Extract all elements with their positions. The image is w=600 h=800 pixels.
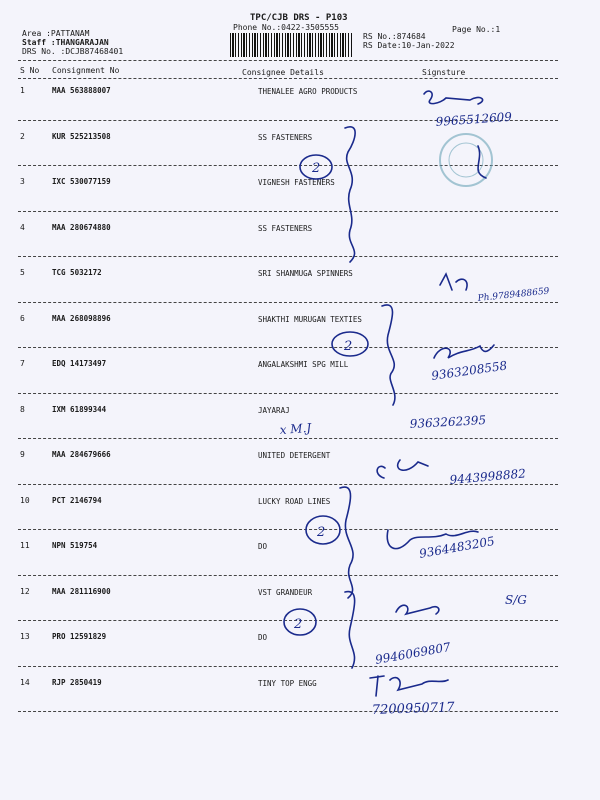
row-consignment-no: MAA 280674880 (52, 222, 111, 232)
bracket-stroke (345, 592, 355, 668)
row-consignee: SHAKTHI MURUGAN TEXTIES (258, 314, 362, 324)
row-consignment-no: PRO 12591829 (52, 632, 107, 641)
row-consignment-no: MAA 281116900 (52, 586, 111, 596)
row-consignee: UNITED DETERGENT (258, 451, 331, 460)
phone-note: 9443998882 (449, 466, 527, 487)
row-sno: 3 (20, 177, 25, 186)
phone-number: Phone No.:0422-3505555 (233, 23, 339, 32)
row-sno: 6 (20, 313, 25, 323)
row-divider (18, 620, 558, 621)
row-sno: 14 (20, 677, 30, 687)
row-sno: 5 (20, 268, 25, 277)
rubber-stamp-inner (449, 143, 483, 177)
row-consignment-no: IXC 530077159 (52, 177, 111, 186)
row-divider (18, 711, 558, 712)
barcode (230, 33, 353, 57)
row-sno: 8 (20, 404, 25, 414)
row-consignment-no: TCG 5032172 (52, 268, 102, 277)
signature-stroke (440, 274, 467, 290)
row-consignee: ANGALAKSHMI SPG MILL (258, 360, 349, 369)
circled-number-mark (284, 609, 316, 635)
row-sno: 4 (20, 222, 25, 232)
row-consignment-no: EDQ 14173497 (52, 359, 107, 368)
phone-note: 9363262395 (409, 413, 487, 431)
document-title: TPC/CJB DRS - P103 (250, 13, 348, 23)
row-consignee: DO (258, 542, 268, 551)
col-header-sno: S No (20, 66, 40, 75)
row-sno: 10 (20, 495, 30, 505)
row-divider (18, 211, 558, 212)
bracket-stroke (345, 127, 355, 262)
circled-number: 2 (294, 617, 303, 632)
signature-stroke (370, 676, 448, 696)
col-header-consignment: Consignment No (52, 66, 120, 75)
row-sno: 13 (20, 632, 30, 641)
row-consignment-no: IXM 61899344 (52, 404, 107, 414)
row-sno: 1 (20, 86, 25, 95)
row-consignment-no: MAA 284679666 (52, 450, 111, 459)
phone-note: Ph.9789488659 (477, 286, 550, 304)
row-consignee: VST GRANDEUR (258, 587, 313, 597)
signature-stroke (396, 605, 439, 614)
row-divider (18, 484, 558, 485)
circled-number: 2 (344, 339, 353, 354)
row-sno: 12 (20, 586, 30, 596)
circled-number: 2 (312, 161, 321, 176)
header-rule (18, 78, 558, 79)
row-divider (18, 575, 558, 576)
signature-stroke (377, 460, 428, 478)
row-consignee: TINY TOP ENGG (258, 678, 317, 688)
col-header-consignee: Consignee Details (242, 68, 324, 77)
phone-note: 9364483205 (418, 533, 496, 561)
row-sno: 11 (20, 541, 30, 550)
row-divider (18, 165, 558, 166)
row-divider (18, 438, 558, 439)
bracket-stroke (382, 305, 395, 405)
phone-note: 9946069807 (374, 639, 452, 667)
row-divider (18, 529, 558, 530)
rubber-stamp (440, 134, 492, 186)
row-consignment-no: KUR 525213508 (52, 131, 111, 141)
phone-note: 9965512609 (435, 109, 513, 129)
row-divider (18, 666, 558, 667)
header-rule (18, 60, 558, 61)
circled-number: 2 (317, 525, 326, 540)
row-divider (18, 256, 558, 257)
phone-note: 7200950717 (371, 700, 455, 718)
row-consignee: SS FASTENERS (258, 223, 313, 233)
bracket-stroke (340, 487, 353, 598)
row-consignee: VIGNESH FASTENERS (258, 178, 335, 187)
row-divider (18, 393, 558, 394)
phone-note: 9363208558 (430, 358, 509, 383)
sc-note: S/G (505, 593, 527, 607)
rs-number: RS No.:874684 (363, 32, 426, 41)
row-consignment-no: PCT 2146794 (52, 495, 102, 505)
signature-stroke (424, 91, 483, 104)
mark-note: x M.J (279, 420, 312, 437)
row-consignment-no: NPN 519754 (52, 541, 98, 550)
row-consignee: THENALEE AGRO PRODUCTS (258, 87, 358, 96)
row-sno: 9 (20, 450, 25, 459)
row-divider (18, 347, 558, 348)
signature-stroke (387, 530, 478, 549)
drs-number: DRS No. :DCJB87468401 (22, 47, 124, 56)
row-consignment-no: MAA 268098896 (52, 313, 111, 323)
row-consignment-no: RJP 2850419 (52, 677, 102, 687)
row-consignment-no: MAA 563888007 (52, 86, 111, 95)
row-divider (18, 120, 558, 121)
row-divider (18, 302, 558, 303)
col-header-signature: Signsture (422, 68, 466, 77)
row-consignee: JAYARAJ (258, 405, 290, 415)
circled-number-mark (300, 155, 332, 179)
row-consignee: SRI SHANMUGA SPINNERS (258, 269, 353, 278)
circled-number-mark (332, 332, 368, 356)
rs-date: RS Date:10-Jan-2022 (363, 41, 455, 50)
page-number: Page No.:1 (452, 25, 501, 34)
row-sno: 7 (20, 359, 25, 368)
row-consignee: DO (258, 633, 268, 642)
row-consignee: LUCKY ROAD LINES (258, 496, 331, 506)
row-consignee: SS FASTENERS (258, 132, 313, 142)
row-sno: 2 (20, 131, 25, 141)
staff-field: Staff :THANGARAJAN (22, 38, 109, 47)
area-field: Area :PATTANAM (22, 29, 90, 38)
circled-number-mark (306, 516, 340, 544)
signature-stroke (478, 146, 486, 178)
